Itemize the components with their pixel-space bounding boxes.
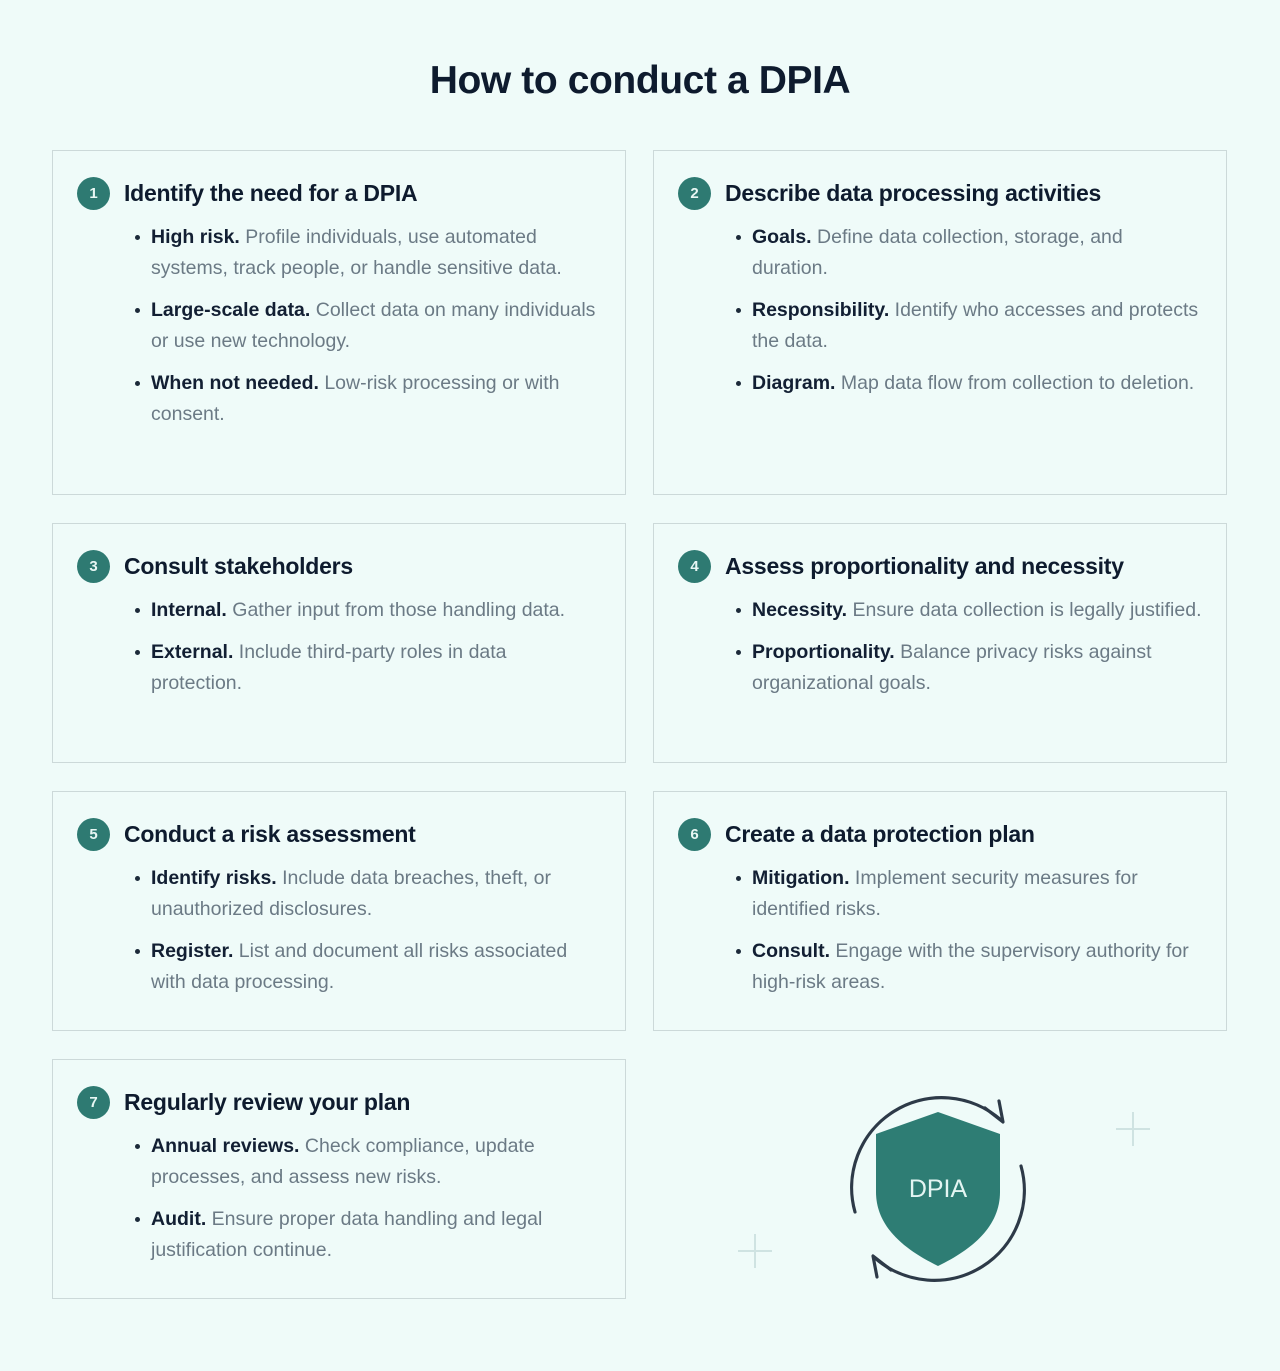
step-number-badge-1: 1: [77, 177, 110, 210]
step-bullets-7: [77, 1131, 601, 1266]
dpia-cycle-illustration: [653, 1062, 1228, 1318]
bullet-text: Define data collection, storage, and duration.: [752, 226, 1123, 279]
dpia-shield-cycle: [833, 1084, 1043, 1294]
bullet-lead: Register.: [151, 940, 234, 962]
bullet-lead: External.: [151, 641, 234, 663]
step-title-4: Assess proportionality and necessity: [725, 552, 1124, 579]
step-card-4-header: [678, 550, 1202, 583]
list-item: [135, 863, 601, 925]
step-title-5: Conduct a risk assessment: [124, 820, 416, 847]
bullet-lead: Responsibility.: [752, 299, 890, 321]
bullet-lead: Large-scale data.: [151, 299, 311, 321]
step-bullets-5: [77, 863, 601, 998]
list-item: [135, 368, 601, 430]
bullet-text: Balance privacy risks against organizational goals.: [752, 641, 1152, 694]
step-card-7-header: [77, 1086, 601, 1119]
step-number-badge-6: 6: [678, 818, 711, 851]
bullet-lead: Necessity.: [752, 599, 848, 621]
cycle-arrows-icon: [833, 1084, 1043, 1294]
bullet-text: Map data flow from collection to deletion.: [835, 372, 1195, 394]
step-number-badge-5: 5: [77, 818, 110, 851]
bullet-lead: Mitigation.: [752, 867, 850, 889]
step-card-7: [52, 1059, 626, 1299]
shield-label: DPIA: [908, 1175, 968, 1203]
bullet-text: Low-risk processing or with consent.: [151, 372, 560, 425]
step-title-3: Consult stakeholders: [124, 552, 353, 579]
step-bullets-3: [77, 595, 601, 699]
list-item: [135, 295, 601, 357]
bullet-lead: Audit.: [151, 1208, 207, 1230]
list-item: [135, 1131, 601, 1193]
bullet-lead: Diagram.: [752, 372, 836, 394]
step-card-5-header: [77, 818, 601, 851]
step-card-6-header: [678, 818, 1202, 851]
page-title: How to conduct a DPIA: [429, 59, 851, 102]
bullet-text: Profile individuals, use automated systems, track people, or handle sensitive data.: [151, 226, 562, 279]
bullet-text: Collect data on many individuals or use new technology.: [151, 299, 596, 352]
step-title-1: Identify the need for a DPIA: [124, 179, 418, 206]
step-title-7: Regularly review your plan: [124, 1088, 411, 1115]
list-item: [736, 595, 1202, 626]
list-item: [135, 595, 601, 626]
list-item: [135, 222, 601, 284]
step-card-3-header: [77, 550, 601, 583]
step-card-1: [52, 150, 626, 495]
list-item: [736, 637, 1202, 699]
list-item: [736, 936, 1202, 998]
bullet-text: Ensure proper data handling and legal justification continue.: [151, 1208, 543, 1261]
list-item: [736, 368, 1202, 399]
list-item: [135, 1204, 601, 1266]
bullet-lead: Goals.: [752, 226, 812, 248]
step-number-badge-2: 2: [678, 177, 711, 210]
bullet-lead: Internal.: [151, 599, 227, 621]
steps-row-2: [52, 523, 1228, 763]
list-item: [135, 637, 601, 699]
step-bullets-4: [678, 595, 1202, 699]
bullet-text: Include third-party roles in data protection.: [151, 641, 507, 694]
steps-row-1: [52, 150, 1228, 495]
bullet-text: Engage with the supervisory authority for high-risk areas.: [752, 940, 1189, 993]
step-card-6: [653, 791, 1227, 1031]
step-card-2: [653, 150, 1227, 495]
bullet-lead: When not needed.: [151, 372, 319, 394]
bullet-lead: Consult.: [752, 940, 830, 962]
list-item: [736, 295, 1202, 357]
step-card-2-header: [678, 177, 1202, 210]
step-bullets-1: [77, 222, 601, 430]
steps-row-3: [52, 791, 1228, 1031]
list-item: [736, 863, 1202, 925]
list-item: [736, 222, 1202, 284]
bullet-text: Implement security measures for identified risks.: [752, 867, 1138, 920]
step-bullets-6: [678, 863, 1202, 998]
step-number-badge-7: 7: [77, 1086, 110, 1119]
bullet-text: Ensure data collection is legally justified.: [847, 599, 1202, 621]
bullet-lead: Annual reviews.: [151, 1135, 300, 1157]
bullet-text: List and document all risks associated with data processing.: [151, 940, 568, 993]
bullet-text: Check compliance, update processes, and assess new risks.: [151, 1135, 535, 1188]
bullet-lead: Identify risks.: [151, 867, 277, 889]
step-bullets-2: [678, 222, 1202, 399]
bullet-lead: Proportionality.: [752, 641, 895, 663]
step-card-5: [52, 791, 626, 1031]
bullet-text: Include data breaches, theft, or unauthorized disclosures.: [151, 867, 551, 920]
bullet-text: Identify who accesses and protects the data.: [752, 299, 1199, 352]
step-card-1-header: [77, 177, 601, 210]
bullet-text: Gather input from those handling data.: [226, 599, 566, 621]
step-title-2: Describe data processing activities: [725, 179, 1102, 206]
step-number-badge-3: 3: [77, 550, 110, 583]
bullet-lead: High risk.: [151, 226, 240, 248]
list-item: [135, 936, 601, 998]
crosshair-decoration-icon: [1116, 1112, 1150, 1146]
step-card-3: [52, 523, 626, 763]
step-card-4: [653, 523, 1227, 763]
step-number-badge-4: 4: [678, 550, 711, 583]
step-title-6: Create a data protection plan: [725, 820, 1035, 847]
crosshair-decoration-icon: [738, 1234, 772, 1268]
